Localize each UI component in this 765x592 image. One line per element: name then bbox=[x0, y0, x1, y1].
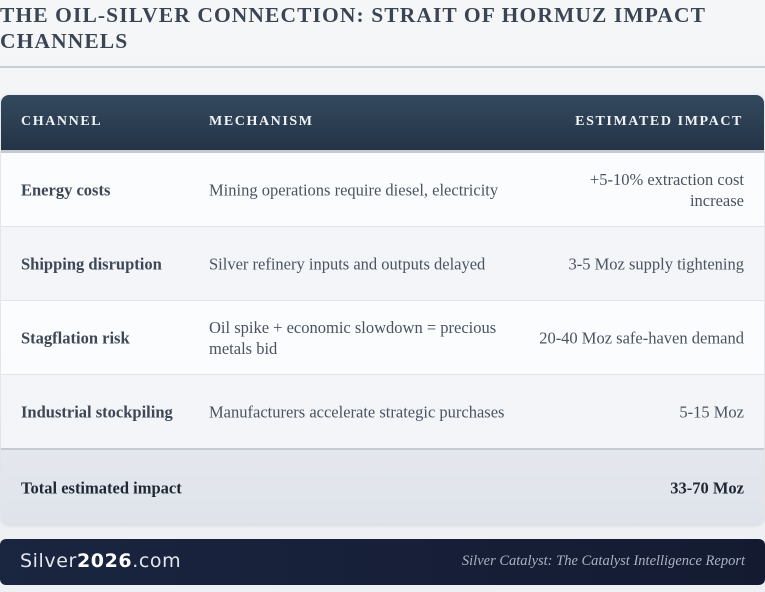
table-header bbox=[1, 95, 764, 150]
title-divider bbox=[0, 66, 765, 68]
impact-table bbox=[1, 95, 764, 524]
total-row bbox=[1, 448, 764, 524]
site-brand[interactable] bbox=[20, 550, 181, 572]
table-row bbox=[1, 301, 764, 375]
brand-prefix: Silver bbox=[20, 550, 77, 572]
cell-impact: 3-5 Moz supply tightening bbox=[568, 254, 744, 273]
cell-channel: Energy costs bbox=[21, 180, 111, 199]
cell-impact: 20-40 Moz safe-haven demand bbox=[539, 328, 744, 347]
brand-year: 2026 bbox=[76, 550, 133, 572]
table-row bbox=[1, 375, 764, 449]
total-value: 33-70 Moz bbox=[670, 478, 744, 498]
page-title: THE OIL-SILVER CONNECTION: STRAIT OF HORMUZ IMPACT CHANNELS bbox=[0, 3, 706, 53]
cell-mechanism: Oil spike + economic slowdown = precious metals bid bbox=[209, 317, 497, 358]
report-name: Silver Catalyst: The Catalyst Intelligence Report bbox=[461, 553, 745, 569]
total-label: Total estimated impact bbox=[21, 478, 182, 498]
cell-mechanism: Manufacturers accelerate strategic purchases bbox=[209, 402, 505, 421]
cell-channel: Industrial stockpiling bbox=[21, 402, 173, 421]
cell-mechanism: Silver refinery inputs and outputs delayed bbox=[209, 254, 486, 273]
table-row bbox=[1, 153, 764, 227]
footer-bar bbox=[0, 539, 765, 585]
brand-suffix: .com bbox=[132, 550, 182, 572]
cell-impact: 5-15 Moz bbox=[679, 402, 744, 421]
cell-mechanism: Mining operations require diesel, electricity bbox=[209, 180, 499, 199]
cell-channel: Stagflation risk bbox=[21, 328, 130, 347]
table-row bbox=[1, 227, 764, 301]
column-header-mechanism: MECHANISM bbox=[209, 114, 314, 129]
cell-channel: Shipping disruption bbox=[21, 254, 162, 273]
column-header-channel: CHANNEL bbox=[21, 114, 103, 129]
cell-impact: +5-10% extraction cost increase bbox=[589, 169, 744, 210]
column-header-impact: ESTIMATED IMPACT bbox=[575, 114, 743, 129]
